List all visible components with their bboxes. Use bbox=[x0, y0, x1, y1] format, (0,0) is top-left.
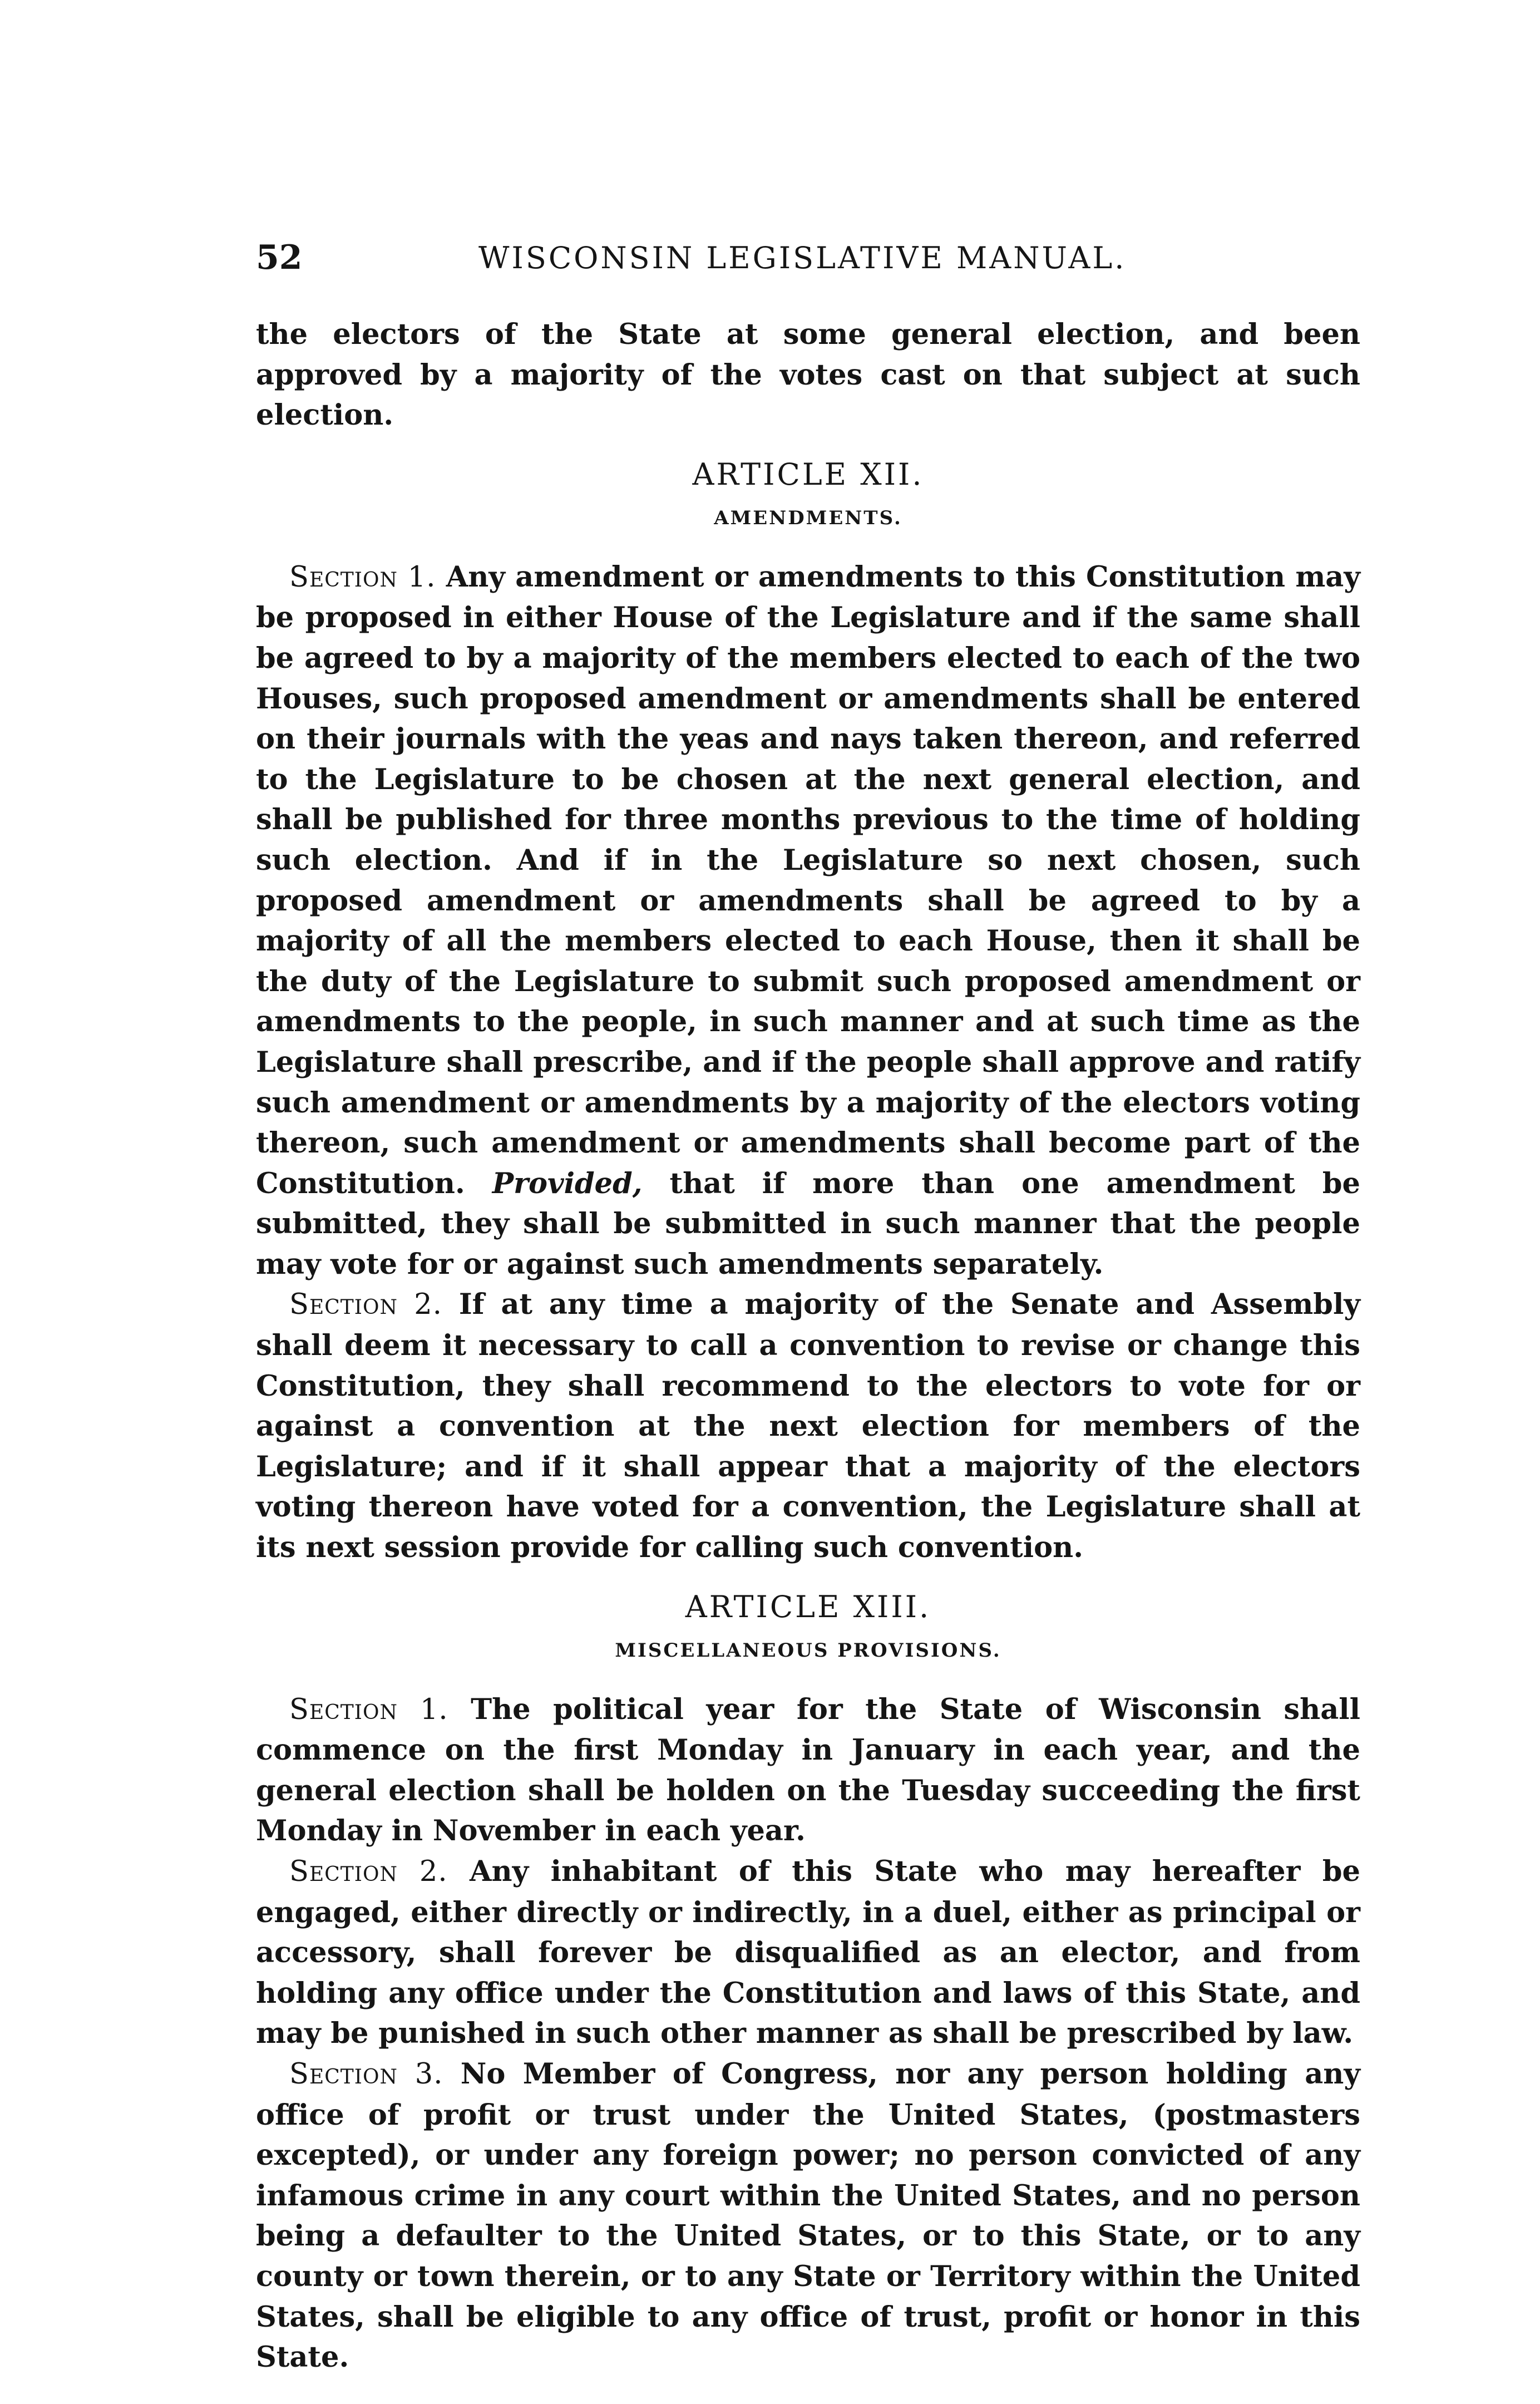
section-label: Section 1. bbox=[289, 1693, 448, 1726]
page-body bbox=[256, 314, 1360, 2378]
article-xii-subheading: AMENDMENTS. bbox=[714, 506, 902, 529]
running-header bbox=[256, 238, 1202, 283]
article-xiii-section-2 bbox=[256, 1851, 1360, 2054]
section-text: Any amendment or amendments to this Constitution may be proposed in either House of the Legislature and if the same shall be agreed to by a majority of the members elected to each of the two Houses, such proposed amendment or amendments shall be entered on their journals with the yeas and nays taken thereon, and referred to the Legislature to be chosen at the next general election, and shall be published for three months previous to the time of holding such election. And if in the Legislature so next chosen, such proposed amendment or amendments shall be agreed to by a majority of all the members elected to each House, then it shall be the duty of the Legislature to submit such proposed amendment or amendments to the people, in such manner and at such time as the Legislature shall prescribe, and if the people shall approve and ratify such amendment or amendments by a majority of the electors voting thereon, such amendment or amendments shall become part of the Constitution. bbox=[256, 560, 1360, 1200]
article-xiii-heading: ARTICLE XIII. bbox=[685, 1589, 931, 1624]
article-xiii-section-1 bbox=[256, 1689, 1360, 1851]
article-xii-section-2 bbox=[256, 1284, 1360, 1568]
article-xiii-section-3 bbox=[256, 2054, 1360, 2378]
section-label: Section 2. bbox=[289, 1855, 448, 1888]
continued-paragraph: the electors of the State at some general election, and been approved by a majority of the votes cast on that subject at such election. bbox=[256, 318, 1360, 432]
section-text: No Member of Congress, nor any person holding any office of profit or trust under the United States, (postmasters excepted), or under any foreign power; no person convicted of any infamous crime in any court within the United States, and no person being a defaulter to the United States, or to this State, or to any county or town therein, or to any State or Territory within the United States, shall be eligible to any office of trust, profit or honor in this State. bbox=[256, 2057, 1360, 2375]
provided-clause-label: Provided, bbox=[492, 1166, 643, 1200]
section-label: Section 1. bbox=[289, 560, 436, 594]
article-xii-section-1 bbox=[256, 557, 1360, 1285]
article-xiii-subheading: MISCELLANEOUS PROVISIONS. bbox=[615, 1639, 1001, 1662]
page-number: 52 bbox=[256, 238, 303, 277]
section-text: The political year for the State of Wisconsin shall commence on the first Monday in January in each year, and the general election shall be holden on the Tuesday succeeding the first Monday in November in each year. bbox=[256, 1692, 1360, 1848]
section-text: If at any time a majority of the Senate and Assembly shall deem it necessary to call a convention to revise or change this Constitution, they shall recommend to the electors to vote for or against a convention at the next election for members of the Legislature; and if it shall appear that a majority of the electors voting thereon have voted for a convention, the Legislature shall at its next session provide for calling such convention. bbox=[256, 1288, 1360, 1565]
section-text: Any inhabitant of this State who may hereafter be engaged, either directly or indirectly, in a duel, either as principal or accessory, shall forever be disqualified as an elector, and from holding any office under the Constitution and laws of this State, and may be punished in such other manner as shall be prescribed by law. bbox=[256, 1855, 1360, 2051]
section-label: Section 2. bbox=[289, 1288, 442, 1322]
section-label: Section 3. bbox=[289, 2057, 443, 2091]
article-xii-heading: ARTICLE XII. bbox=[692, 456, 924, 492]
manual-title: WISCONSIN LEGISLATIVE MANUAL. bbox=[478, 240, 1127, 275]
section-text-continued: that if more than one amendment be submitted, they shall be submitted in such manner that the people may vote for or against such amendments separately. bbox=[256, 1166, 1360, 1281]
